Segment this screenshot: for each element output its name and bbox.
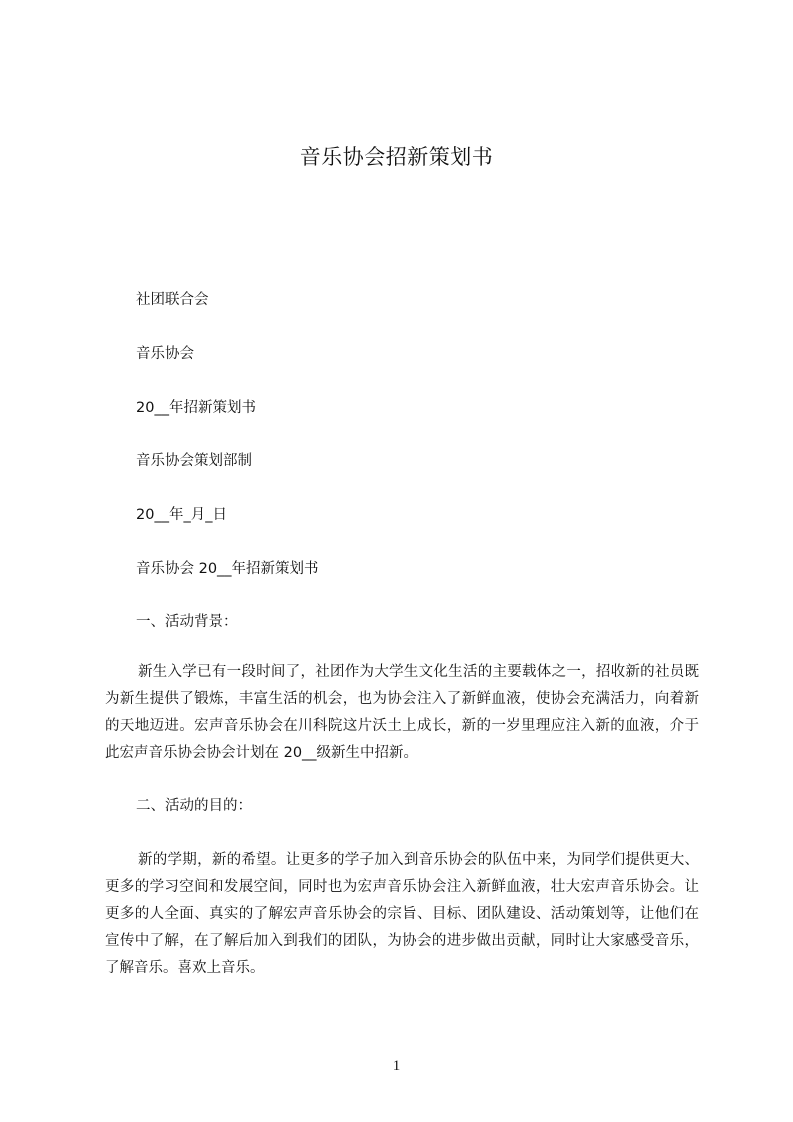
page-number: 1: [392, 1058, 401, 1074]
cover-line-date: 20__年_月_日: [136, 507, 227, 523]
cover-line-association: 音乐协会: [136, 346, 194, 362]
section-body-background: 新生入学已有一段时间了，社团作为大学生文化生活的主要载体之一，招收新的社员既为新生提供了锻炼，丰富生活的机会，也为协会注入了新鲜血液，使协会充满活力，向着新的天地迈进。宏声音乐协会在川科院这片沃土上成长，新的一岁里理应注入新的血液，介于此宏声音乐协会协会计划在 20__级新生中招新。: [105, 664, 699, 761]
cover-line-plan-heading: 音乐协会 20__年招新策划书: [136, 561, 319, 577]
cover-line-organization: 社团联合会: [136, 292, 209, 308]
cover-line-plan-year: 20__年招新策划书: [136, 400, 256, 416]
section-heading-purpose: 二、活动的目的：: [136, 798, 252, 814]
section-heading-background: 一、活动背景：: [136, 614, 238, 630]
document-title: 音乐协会招新策划书: [299, 145, 494, 169]
cover-line-department: 音乐协会策划部制: [136, 453, 252, 469]
section-body-purpose: 新的学期，新的希望。让更多的学子加入到音乐协会的队伍中来，为同学们提供更大、更多的学习空间和发展空间，同时也为宏声音乐协会注入新鲜血液，壮大宏声音乐协会。让更多的人全面、真实的了解宏声音乐协会的宗旨、目标、团队建设、活动策划等，让他们在宣传中了解，在了解后加入到我们的团队，为协会的进步做出贡献，同时让大家感受音乐，了解音乐。喜欢上音乐。: [105, 852, 699, 976]
